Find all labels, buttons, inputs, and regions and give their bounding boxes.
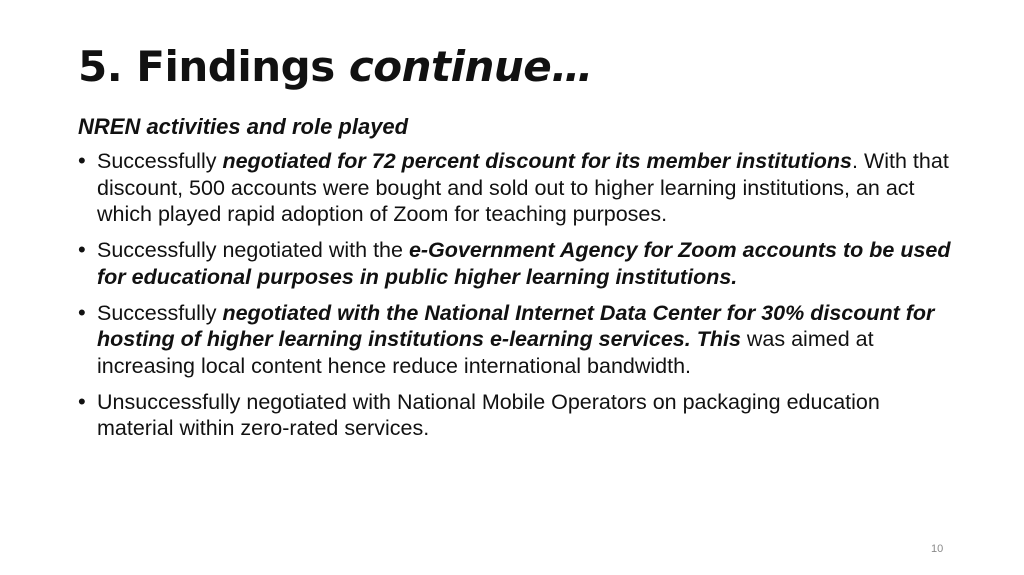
section-subtitle: NREN activities and role played [78, 114, 409, 139]
slide-title-main: 5. Findings [78, 42, 349, 91]
bullet-item [78, 300, 958, 380]
bullet-text: . With that discount, 500 accounts were bought and sold out to higher learning institutions, an act which played rapid adoption of Zoom for teaching purposes. [97, 149, 949, 227]
bullet-list [78, 148, 958, 451]
bullet-item [78, 148, 958, 228]
slide-title-emphasis: continue… [348, 42, 593, 91]
bullet-text: Successfully [97, 149, 223, 173]
bullet-text: Successfully [97, 300, 223, 325]
slide-title [78, 38, 593, 96]
bullet-item [78, 389, 958, 442]
bullet-text-emphasis: negotiated with the National Internet Data Center for 30% discount for hosting of higher learning institutions e-learning services. This [97, 300, 935, 352]
bullet-text-emphasis: negotiated for 72 percent discount for its member institutions [222, 149, 853, 173]
bullet-text: Successfully negotiated with the [97, 238, 409, 263]
bullet-item [78, 237, 958, 290]
bullet-text: was aimed at increasing local content hence reduce international bandwidth. [97, 327, 874, 378]
page-number: 10 [931, 543, 944, 555]
bullet-text: Unsuccessfully negotiated with National Mobile Operators on packaging education material within zero-rated services. [97, 389, 880, 441]
bullet-text-emphasis: e-Government Agency for Zoom accounts to be used for educational purposes in public higher learning institutions. [97, 238, 951, 289]
